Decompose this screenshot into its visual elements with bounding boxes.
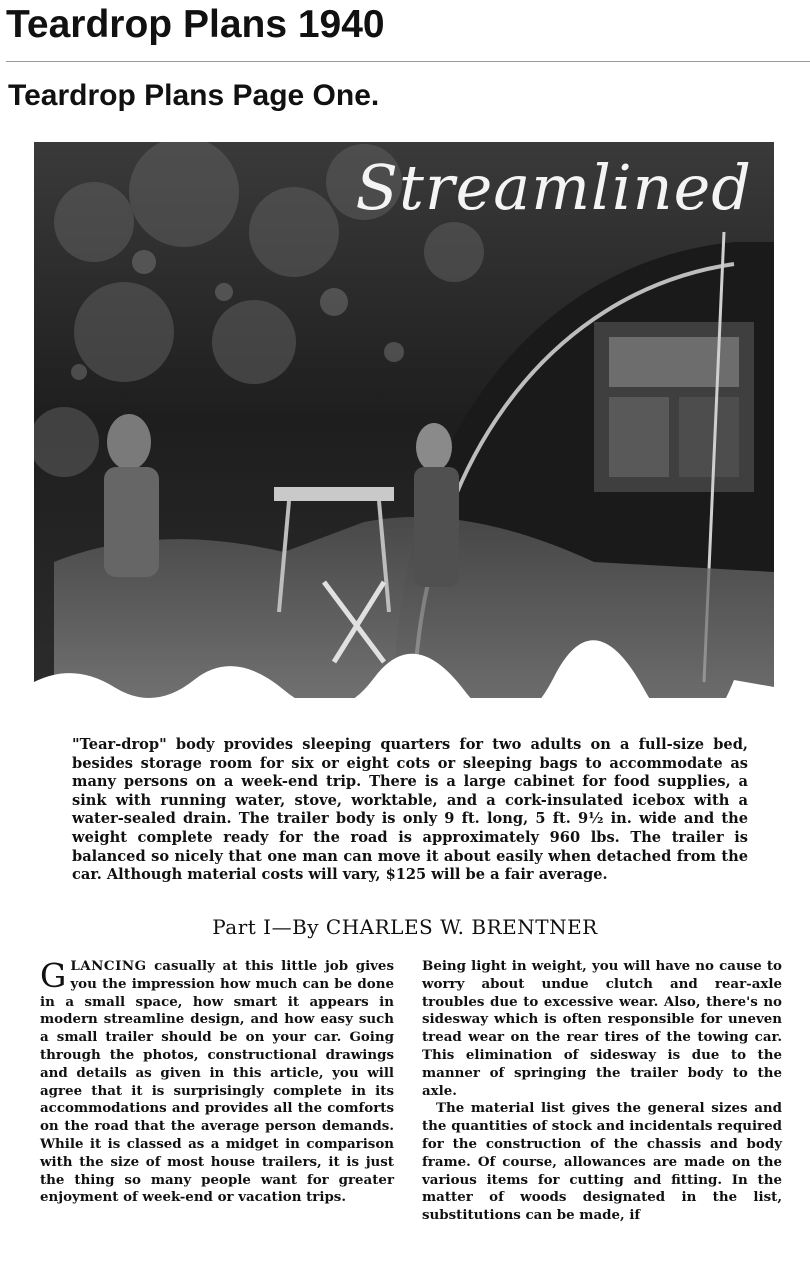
drop-cap: G	[40, 956, 67, 995]
page-subtitle: Teardrop Plans Page One.	[8, 79, 380, 112]
photo-caption: "Tear-drop" body provides sleeping quarters for two adults on a full-size bed, besides storage room for six or eight cots or sleeping bags to accommodate as many persons on a week-end trip. There is a large cabinet for food supplies, a sink with running water, stove, worktable, and a cork-insulated icebox with a water-sealed drain. The trailer body is only 9 ft. long, 5 ft. 9½ in. wide and the weight complete ready for the road is approximately 960 lbs. The trailer is balanced so nicely that one man can move it about easily when detached from the car. Although material costs will vary, $125 will be a fair average.	[72, 736, 748, 884]
trailer-photo	[34, 142, 774, 698]
page-title: Teardrop Plans 1940	[6, 3, 385, 46]
lead-word: LANCING	[70, 958, 147, 974]
article-column-right	[422, 958, 782, 1225]
left-column-text: casually at this little job gives you the impression how much can be done in a small space, how smart it appears in modern streamline design, and how easy such a small trailer should be on your car. Going through the photos, constructional drawings and details as given in this article, you will agree that it is surprisingly complete in its accommodations and provides all the comforts on the road that the average person demands. While it is classed as a midget in comparison with the size of most house trailers, it is just the thing so many people want for greater enjoyment of week-end or vacation trips.	[40, 958, 394, 1206]
right-column-paragraph-2: The material list gives the general sizes and the quantities of stock and incidentals required for the construction of the chassis and body frame. Of course, allowances are made on the various items for cutting and fitting. In the matter of woods designated in the list, substitutions can be made, if	[422, 1100, 782, 1224]
article-column-left	[40, 958, 394, 1207]
right-column-paragraph-1: Being light in weight, you will have no cause to worry about undue clutch and rear-axle troubles due to excessive wear. Also, there's no sidesway which is often responsible for uneven tread wear on the rear tires of the towing car. This elimination of sidesway is due to the manner of springing the trailer body to the axle.	[422, 958, 782, 1099]
title-divider	[6, 61, 810, 62]
photo-overlay-title: Streamlined	[355, 151, 752, 224]
article-byline: Part I—By CHARLES W. BRENTNER	[212, 915, 598, 939]
